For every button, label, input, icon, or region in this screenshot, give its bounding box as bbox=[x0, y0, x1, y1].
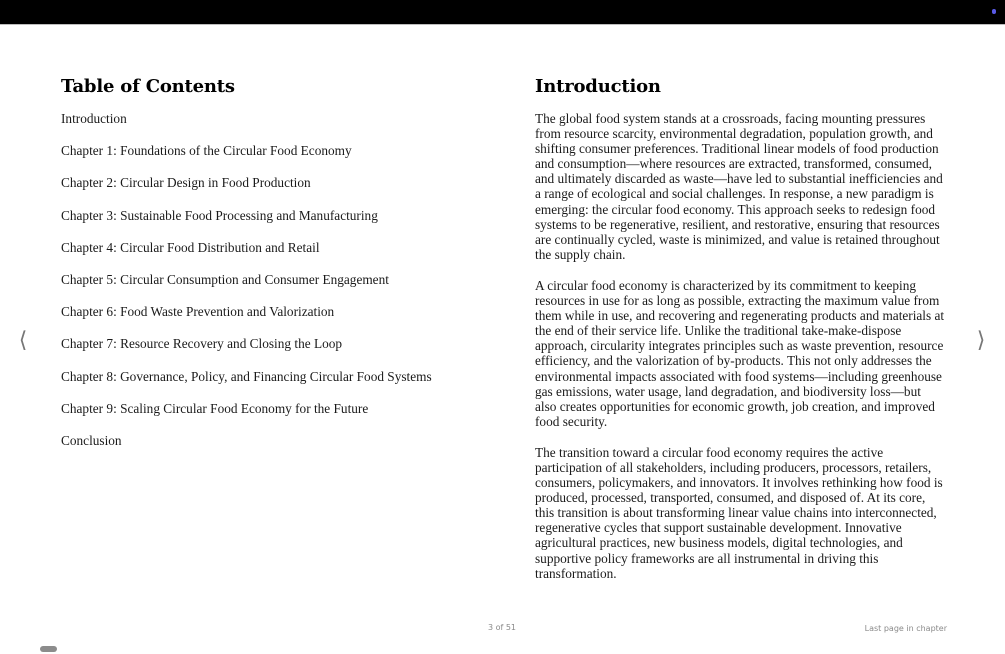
toc-item-chapter-6[interactable]: Chapter 6: Food Waste Prevention and Valorization bbox=[61, 304, 335, 320]
toc-page bbox=[61, 76, 461, 465]
toc-item-chapter-8[interactable]: Chapter 8: Governance, Policy, and Financing Circular Food Systems bbox=[61, 368, 432, 384]
top-bar bbox=[0, 0, 1005, 25]
chapter-paragraph-3: The transition toward a circular food economy requires the active participation of all stakeholders, including producers, processors, retailers, consumers, policymakers, and innovators. It involves rethinking how food is produced, processed, transported, consumed, and disposed of. At its core, this transition is about transforming linear value chains into interconnected, regenerative cycles that support sustainable development. Innovative agricultural practices, new business models, digital technologies, and supportive policy frameworks are all instrumental in driving this transformation. bbox=[535, 444, 943, 581]
chevron-right-icon: ⟩ bbox=[976, 327, 986, 353]
status-dot-icon bbox=[992, 9, 996, 14]
chevron-left-icon: ⟨ bbox=[18, 327, 28, 353]
chapter-paragraph-1: The global food system stands at a crossroads, facing mounting pressures from resource scarcity, environmental degradation, population growth, and shifting consumer preferences. Traditional linear models of food production and consumption—where resources are extracted, transformed, consumed, and ultimately discarded as waste—have led to substantial inefficiencies and a range of ecological and social challenges. In response, a new paradigm is emerging: the circular food economy. This approach seeks to redesign food systems to be regenerative, resilient, and restorative, ensuring that resources are continually cycled, waste is minimized, and value is retained throughout the supply chain. bbox=[535, 111, 943, 262]
toc-item-chapter-5[interactable]: Chapter 5: Circular Consumption and Consumer Engagement bbox=[61, 271, 389, 287]
toc-item-conclusion[interactable]: Conclusion bbox=[61, 432, 122, 448]
scroll-handle[interactable] bbox=[40, 646, 57, 652]
chapter-page bbox=[535, 76, 945, 597]
toc-item-chapter-3[interactable]: Chapter 3: Sustainable Food Processing and Manufacturing bbox=[61, 207, 378, 223]
previous-page-button[interactable] bbox=[13, 325, 33, 355]
chapter-status: Last page in chapter bbox=[864, 624, 947, 633]
toc-item-chapter-2[interactable]: Chapter 2: Circular Design in Food Production bbox=[61, 175, 311, 191]
toc-item-chapter-7[interactable]: Chapter 7: Resource Recovery and Closing the Loop bbox=[61, 336, 343, 352]
toc-item-chapter-1[interactable]: Chapter 1: Foundations of the Circular Food Economy bbox=[61, 143, 352, 159]
chapter-title: Introduction bbox=[535, 76, 661, 97]
toc-item-chapter-9[interactable]: Chapter 9: Scaling Circular Food Economy for the Future bbox=[61, 400, 369, 416]
toc-item-introduction[interactable]: Introduction bbox=[61, 111, 127, 126]
chapter-paragraph-2: A circular food economy is characterized by its commitment to keeping resources in use for as long as possible, extracting the maximum value from them while in use, and recovering and regenerating products and materials at the end of their service life. Unlike the traditional take-make-dispose approach, circularity integrates principles such as waste prevention, resource efficiency, and the valorization of by-products. This not only addresses the environmental impacts associated with food systems—including greenhouse gas emissions, water usage, land degradation, and biodiversity loss—but also creates opportunities for economic growth, job creation, and improved food security. bbox=[535, 277, 945, 429]
next-page-button[interactable] bbox=[971, 325, 991, 355]
toc-title: Table of Contents bbox=[61, 76, 235, 97]
toc-list bbox=[61, 111, 461, 465]
toc-item-chapter-4[interactable]: Chapter 4: Circular Food Distribution and Retail bbox=[61, 239, 320, 255]
page-indicator: 3 of 51 bbox=[487, 623, 517, 632]
